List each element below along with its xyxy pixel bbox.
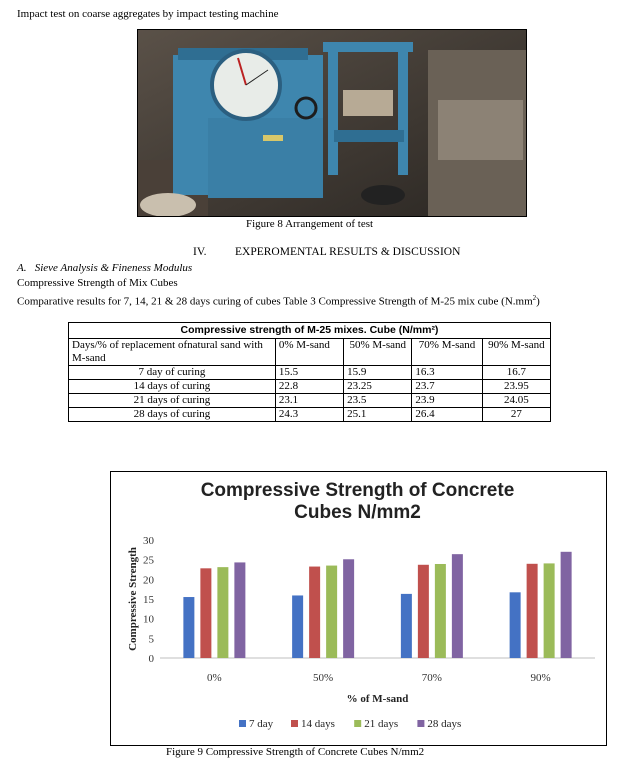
- table-cell: 23.95: [482, 380, 550, 394]
- y-axis-title: Compressive Strength: [127, 547, 139, 651]
- legend-swatch: [354, 720, 361, 727]
- legend-label: 21 days: [364, 718, 399, 730]
- table-row: [69, 408, 551, 422]
- legend-label: 28 days: [427, 718, 462, 730]
- compressive-strength-table: [68, 322, 551, 422]
- header-cell: 90% M-sand: [482, 339, 550, 366]
- legend-swatch: [239, 720, 246, 727]
- table-cell: 16.3: [412, 366, 482, 380]
- table-cell: 23.1: [275, 394, 343, 408]
- bar: [418, 565, 429, 658]
- table-cell: 23.7: [412, 380, 482, 394]
- row-label: 7 day of curing: [69, 366, 276, 380]
- chart-title-line-1: Compressive Strength of Concrete: [200, 480, 515, 501]
- legend-label: 7 day: [249, 718, 274, 730]
- table-title-row: [69, 323, 551, 339]
- bar: [234, 562, 245, 658]
- table-cell: 23.5: [344, 394, 412, 408]
- table-cell: 26.4: [412, 408, 482, 422]
- y-tick-label: 15: [143, 594, 154, 606]
- y-tick-label: 5: [148, 633, 154, 646]
- header-cell: Days/% of replacement ofnatural sand with M-sand: [69, 339, 276, 366]
- table-title: Compressive strength of M-25 mixes. Cube (N/mm²): [69, 323, 551, 339]
- table-cell: 22.8: [275, 380, 343, 394]
- body-line-2-text: Comparative results for 7, 14, 21 & 28 days curing of cubes Table 3 Compressive Strength of M-25 mix cube (N.mm: [17, 295, 533, 308]
- header-cell: 50% M-sand: [344, 339, 412, 366]
- table-cell: 15.9: [344, 366, 412, 380]
- section-title: EXPEROMENTAL RESULTS & DISCUSSION: [235, 246, 461, 258]
- header-cell: 0% M-sand: [275, 339, 343, 366]
- y-tick-label: 0: [148, 653, 154, 665]
- bar-chart: [110, 471, 605, 744]
- x-tick-label: 0%: [207, 672, 222, 684]
- x-tick-label: 50%: [313, 672, 334, 684]
- bar: [452, 554, 463, 658]
- header-cell: 70% M-sand: [412, 339, 482, 366]
- subsection-heading: A. Sieve Analysis & Fineness Modulus: [17, 262, 193, 274]
- figure9-caption: Figure 9 Compressive Strength of Concrete Cubes N/mm2: [166, 746, 425, 758]
- bar: [510, 592, 521, 658]
- bar: [183, 597, 194, 658]
- chart-title-line-2: Cubes N/mm2: [294, 502, 421, 523]
- bar: [343, 559, 354, 658]
- row-label: 21 days of curing: [69, 394, 276, 408]
- table-cell: 24.05: [482, 394, 550, 408]
- legend-swatch: [291, 720, 298, 727]
- body-line-1: Compressive Strength of Mix Cubes: [17, 277, 178, 289]
- body-line-2-sup: 2: [532, 294, 537, 302]
- impact-machine-photo: [137, 29, 527, 217]
- row-label: 28 days of curing: [69, 408, 276, 422]
- legend-label: 14 days: [301, 718, 335, 730]
- top-caption: Impact test on coarse aggregates by impact testing machine: [17, 8, 279, 20]
- table-cell: 27: [482, 408, 550, 422]
- bar: [435, 564, 446, 658]
- table-row: [69, 366, 551, 380]
- bar: [561, 552, 572, 658]
- legend-swatch: [417, 720, 424, 727]
- body-line-2: [17, 291, 540, 309]
- table-row: [69, 394, 551, 408]
- table-row: [69, 380, 551, 394]
- bar: [309, 567, 320, 658]
- x-tick-label: 90%: [530, 672, 551, 684]
- bar: [326, 566, 337, 658]
- body-line-2-end: ): [536, 295, 540, 308]
- y-tick-label: 10: [143, 613, 154, 626]
- section-number: IV.: [193, 246, 207, 258]
- table-cell: 16.7: [482, 366, 550, 380]
- table-header-row: [69, 339, 551, 366]
- y-tick-label: 25: [143, 554, 154, 567]
- bar: [217, 567, 228, 658]
- x-axis-title: % of M-sand: [346, 693, 409, 705]
- row-label: 14 days of curing: [69, 380, 276, 394]
- bar: [200, 568, 211, 658]
- bar: [544, 563, 555, 658]
- bar: [401, 594, 412, 658]
- figure8-caption: Figure 8 Arrangement of test: [245, 218, 374, 230]
- table-cell: 24.3: [275, 408, 343, 422]
- bar: [292, 595, 303, 658]
- table-cell: 23.25: [344, 380, 412, 394]
- bar: [527, 564, 538, 658]
- y-tick-label: 20: [143, 574, 154, 587]
- table-cell: 23.9: [412, 394, 482, 408]
- x-tick-label: 70%: [421, 672, 442, 684]
- table-cell: 25.1: [344, 408, 412, 422]
- table-cell: 15.5: [275, 366, 343, 380]
- y-tick-label: 30: [143, 535, 154, 547]
- machine-illustration: [138, 30, 526, 216]
